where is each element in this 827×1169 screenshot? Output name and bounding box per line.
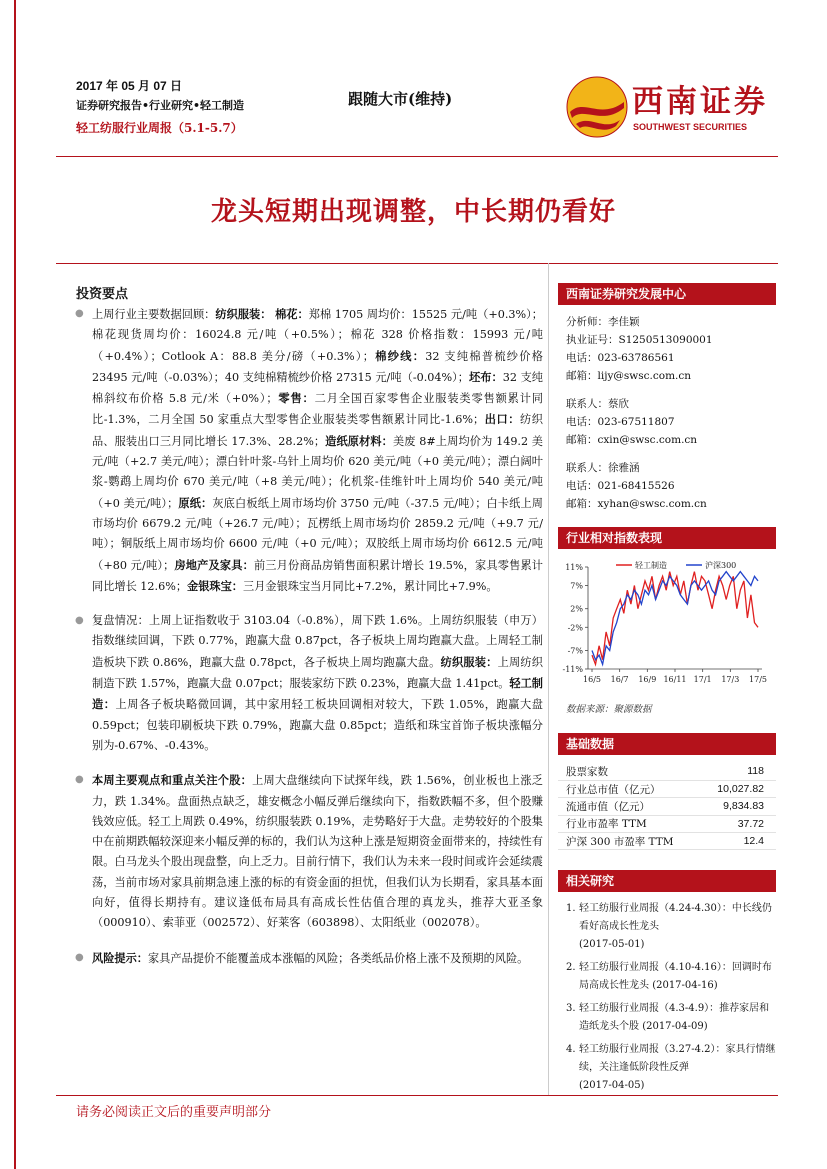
- index-performance-svg: [558, 557, 776, 697]
- bold-lead-text: 金银珠宝：: [187, 578, 243, 593]
- series-line-light-industry: [592, 572, 758, 665]
- table-row: [558, 798, 776, 815]
- table-row: [558, 780, 776, 797]
- row-value: 12.4: [743, 835, 764, 848]
- contact-line: 电话：021-68415526: [566, 480, 675, 492]
- disclaimer-note: 请务必阅读正文后的重要声明部分: [76, 1105, 272, 1120]
- row-label: 行业总市值（亿元）: [566, 783, 661, 796]
- contact-line: 联系人：蔡欣: [566, 398, 629, 410]
- paragraph-text: 美废 8#上周均价为 149.2 美元/吨（+2.7 美元/吨）；漂白针叶浆-乌针上周均价 620 美元/吨（+0 美元/吨）；漂白阔叶浆-鹦鹉上周均价 670 美元/吨（+8 美元/吨）；化机浆-佳维针叶上周均价 540 美元/吨（+0 美元/吨）；: [92, 434, 543, 510]
- related-report-date: (2017-04-09): [642, 1021, 708, 1033]
- row-value: 9,834.83: [723, 800, 764, 813]
- paragraph-text: 32 支纯棉斜纹布价格 5.8 元/米（+0%）；: [92, 370, 543, 406]
- related-research-list: [558, 900, 776, 1095]
- bold-lead-text: 轻工制造：: [92, 676, 543, 712]
- basic-data-heading: 基础数据: [558, 733, 776, 755]
- bold-lead-text: 原纸：: [178, 495, 213, 510]
- related-report-link[interactable]: [566, 1041, 776, 1095]
- related-report-date: (2017-04-16): [652, 980, 718, 992]
- contact-spacer: [566, 385, 776, 395]
- paragraph-text: 纺织品、服装出口三月同比增长 17.3%、28.2%；: [92, 413, 543, 448]
- paragraph-risk-warning: [76, 948, 543, 969]
- related-report-title: 轻工纺服行业周报（4.3-4.9）：推荐家居和造纸龙头个股: [579, 1003, 770, 1033]
- contact-line: 联系人：徐雅涵: [566, 462, 640, 474]
- table-row: [558, 833, 776, 850]
- basic-data-table: [558, 763, 776, 850]
- investment-highlights: [76, 304, 543, 983]
- x-tick-label: 16/5: [583, 675, 601, 684]
- row-label: 流通市值（亿元）: [566, 800, 650, 813]
- x-tick-label: 16/11: [663, 675, 687, 684]
- investment-highlights-heading: 投资要点: [76, 287, 129, 302]
- related-report-date: (2017-04-05): [579, 1080, 645, 1092]
- bold-lead-text: 出口：: [484, 412, 521, 427]
- logo-emblem-icon: [566, 76, 628, 138]
- left-accent-bar: [14, 0, 16, 1169]
- report-date: 2017 年 05 月 07 日: [76, 79, 183, 93]
- bold-lead-text: 棉纱线：: [374, 348, 426, 363]
- logo-chinese-text: 西南证券: [632, 84, 768, 120]
- industry-rating: 跟随大市(维持): [348, 90, 453, 108]
- bold-lead-text: 风险提示：: [92, 950, 148, 965]
- y-tick-label: -11%: [562, 665, 583, 674]
- paragraph-key-views: [76, 770, 543, 933]
- paragraph-text: 复盘情况：上周上证指数收于 3103.04（-0.8%），周下跌 1.6%。上周纺织服装（申万）指数继续回调，下跌 0.77%，跑赢大盘 0.87pct，各子板块上周均跑赢大盘。上周轻工制造板块下跌 0.86%，跑赢大盘 0.78pct，各子板块上周均跑赢大盘。: [92, 614, 543, 669]
- research-center-heading: 西南证券研究发展中心: [558, 283, 776, 305]
- footer-divider: [56, 1095, 778, 1096]
- paragraph-market-review: [76, 611, 543, 756]
- bold-lead-text: 造纸原材料：: [325, 433, 393, 448]
- row-value: 37.72: [737, 817, 764, 830]
- x-tick-label: 17/1: [693, 675, 712, 684]
- y-tick-label: 11%: [565, 563, 583, 572]
- paragraph-text: 上周各子板块略微回调，其中家用轻工板块回调相对较大，下跌 1.05%，跑赢大盘 0.59pct；包装印刷板块下跌 0.79%，跑赢大盘 0.85pct；造纸和珠宝首饰子板块涨幅分别为-0.67%、-0.43%。: [92, 698, 543, 752]
- header-divider: [56, 156, 778, 157]
- column-separator: [548, 263, 549, 1095]
- logo-english-text: SOUTHWEST SECURITIES: [633, 122, 748, 132]
- row-label: 沪深 300 市盈率 TTM: [566, 835, 674, 848]
- x-tick-label: 16/7: [610, 675, 629, 684]
- paragraph-text: 郑棉 1705 周均价：15525 元/吨（+0.3%）；棉花现货周均价：16024.8 元/吨（+0.5%）；棉花 328 价格指数：15993 元/吨（+0.4%）；Cotlook A：88.8 美分/磅（+0.3%）；: [92, 308, 543, 363]
- bold-lead-text: 棉花：: [275, 307, 309, 321]
- bold-lead-text: 房地产及家具：: [174, 557, 254, 572]
- paragraph-text: 上周纺织制造下跌 1.57%，跑赢大盘 0.07pct；服装家纺下跌 0.23%，跑赢大盘 1.41pct。: [92, 655, 543, 691]
- contact-email[interactable]: 邮箱：cxin@swsc.com.cn: [566, 434, 698, 446]
- list-number: 3.: [566, 1003, 576, 1015]
- related-report-link[interactable]: [566, 959, 776, 995]
- paragraph-text: 上周大盘继续向下试探年线，跌 1.56%，创业板也上涨乏力，跌 1.34%。盘面热点缺乏，雄安概念小幅反弹后继续向下，指数跌幅不多，但个股赚钱效应低。轻工上周跌 0.49%，纺织服装跌 0.19%，走势略好于大盘。走势较好的个股集中在前期跌幅较深迎来小幅反弹的标的，我们认为这种上涨是短期资金面带来的，持续性有限。白马龙头个股出现盘整，向上乏力。目前行情下，我们认为未来一段时间或许会延续震荡，当前市场对家具前期急速上涨的标的有资金面的担忧，但我们认为长期看，家具基本面向好，值得长期持有。建议逢低布局具有高成长性估值合理的真龙头，推荐大亚圣象（000910）、索菲亚（002572）、好莱客（603898）、太阳纸业（002078）。: [92, 774, 543, 930]
- row-label: 股票家数: [566, 765, 608, 778]
- report-series: 轻工纺服行业周报（5.1-5.7）: [76, 121, 243, 135]
- related-report-date: (2017-05-01): [579, 939, 645, 951]
- related-research-heading: 相关研究: [558, 870, 776, 892]
- related-report-title: 轻工纺服行业周报（3.27-4.2）：家具行情继续，关注逢低阶段性反弹: [579, 1044, 776, 1074]
- sidebar: [558, 283, 776, 1100]
- related-report-link[interactable]: [566, 1000, 776, 1036]
- bold-lead-text: 坯布：: [469, 369, 503, 384]
- contact-line: 电话：023-63786561: [566, 352, 675, 364]
- row-value: 118: [747, 765, 764, 778]
- y-tick-label: -2%: [567, 623, 583, 633]
- southwest-securities-logo: [566, 74, 776, 140]
- report-title: 龙头短期出现调整，中长期仍看好: [210, 197, 616, 227]
- index-performance-chart: [558, 557, 776, 697]
- legend-label: 轻工制造: [635, 561, 667, 570]
- index-performance-heading: 行业相对指数表现: [558, 527, 776, 549]
- content-top-divider: [56, 263, 778, 264]
- x-tick-label: 17/5: [749, 675, 767, 684]
- analyst-contacts: [558, 313, 776, 513]
- y-tick-label: -7%: [567, 646, 583, 656]
- related-report-title: 轻工纺服行业周报（4.24-4.30）：中长线仍看好高成长性龙头: [579, 903, 772, 933]
- bold-lead-text: 本周主要观点和重点关注个股：: [92, 773, 253, 788]
- chart-source: 数据来源：聚源数据: [566, 704, 652, 715]
- paragraph-text: 上周行业主要数据回顾：: [92, 308, 216, 321]
- row-value: 10,027.82: [717, 783, 764, 796]
- list-number: 1.: [566, 903, 576, 915]
- list-number: 4.: [566, 1044, 576, 1056]
- paragraph-data-review: [76, 304, 543, 597]
- contact-line: 电话：023-67511807: [566, 416, 675, 428]
- paragraph-text: 前三月份商品房销售面积累计增长 19.5%，家具零售累计同比增长 12.6%；: [92, 558, 543, 593]
- legend-label: 沪深300: [705, 561, 737, 570]
- paragraph-text: 二月全国百家零售企业服装类零售额累计同比-1.3%，二月全国 50 家重点大型零售企业服装类零售额累计同比-1.6%；: [92, 392, 543, 427]
- contact-line: 执业证号：S1250513090001: [566, 334, 713, 346]
- report-category: 证券研究报告•行业研究•轻工制造: [76, 99, 245, 112]
- table-row: [558, 763, 776, 780]
- x-tick-label: 16/9: [638, 675, 657, 684]
- related-report-link[interactable]: [566, 900, 776, 954]
- contact-email[interactable]: 邮箱：xyhan@swsc.com.cn: [566, 498, 707, 510]
- row-label: 行业市盈率 TTM: [566, 818, 647, 831]
- list-number: 2.: [566, 962, 576, 974]
- x-tick-label: 17/3: [721, 675, 740, 684]
- bold-lead-text: 纺织服装：: [440, 654, 498, 669]
- bold-lead-text: 纺织服装：: [215, 307, 272, 321]
- paragraph-text: 三月金银珠宝当月同比+7.2%，累计同比+7.9%。: [243, 579, 498, 593]
- contact-spacer: [566, 449, 776, 459]
- contact-email[interactable]: 邮箱：lijy@swsc.com.cn: [566, 370, 692, 382]
- related-report-title: 轻工纺服行业周报（4.10-4.16）：回调时布局高成长性龙头: [579, 962, 772, 992]
- paragraph-text: 32 支纯棉普梳纱价格 23495 元/吨（-0.03%）；40 支纯棉精梳纱价格 27315 元/吨（-0.04%）；: [92, 349, 543, 384]
- table-row: [558, 815, 776, 832]
- y-tick-label: 2%: [570, 604, 583, 614]
- series-line-csi300: [592, 572, 758, 665]
- y-tick-label: 7%: [570, 581, 583, 591]
- bold-lead-text: 零售：: [277, 391, 315, 406]
- contact-line: 分析师：李佳颖: [566, 316, 640, 328]
- paragraph-text: 灰底白板纸上周市场均价 3750 元/吨（-37.5 元/吨）；白卡纸上周市场均价 6679.2 元/吨（+26.7 元/吨）；瓦楞纸上周市场均价 2859.2 元/吨（+9.7 元/吨）；铜版纸上周市场均价 6600 元/吨（+0 元/吨）；双胶纸上周市场均价 6612.5 元/吨（+80 元/吨）；: [92, 496, 543, 572]
- paragraph-text: 家具产品提价不能覆盖成本涨幅的风险；各类纸品价格上涨不及预期的风险。: [147, 951, 529, 965]
